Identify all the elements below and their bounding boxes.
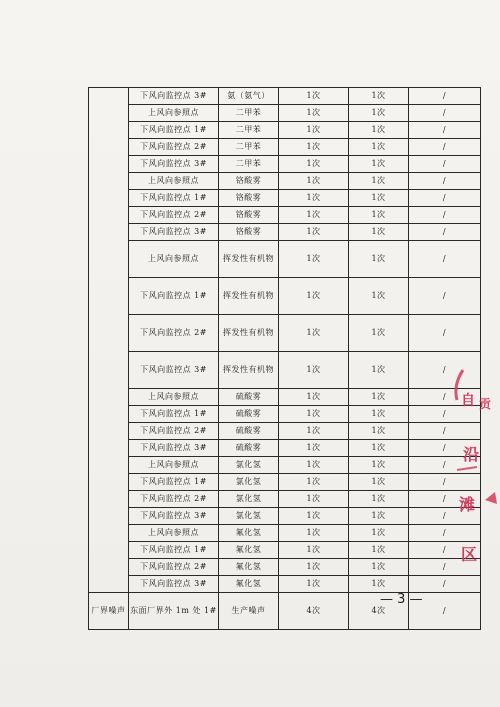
monitoring-item-cell: 氯化氢 (219, 508, 279, 525)
remark-cell: / (409, 190, 481, 207)
remark-cell: / (409, 241, 481, 278)
self-frequency-cell: 1次 (279, 491, 349, 508)
noise-point-cell: 东面厂界外 1m 处 1# (129, 593, 219, 630)
monitoring-point-cell: 下风向监控点 3# (129, 576, 219, 593)
remark-cell: / (409, 423, 481, 440)
self-frequency-cell: 1次 (279, 139, 349, 156)
monitoring-item-cell: 二甲苯 (219, 105, 279, 122)
monitoring-item-cell: 铬酸雾 (219, 190, 279, 207)
supervision-frequency-cell: 1次 (349, 241, 409, 278)
self-frequency-cell: 1次 (279, 440, 349, 457)
remark-cell: / (409, 139, 481, 156)
monitoring-item-cell: 硫酸雾 (219, 440, 279, 457)
table-row (89, 542, 481, 559)
monitoring-item-cell: 二甲苯 (219, 139, 279, 156)
remark-cell: / (409, 352, 481, 389)
self-frequency-cell: 1次 (279, 352, 349, 389)
remark-cell: / (409, 122, 481, 139)
monitoring-item-cell: 铬酸雾 (219, 224, 279, 241)
supervision-frequency-cell: 1次 (349, 139, 409, 156)
svg-text:滩: 滩 (459, 495, 476, 514)
remark-cell: / (409, 224, 481, 241)
noise-supervision-frequency-cell: 4次 (349, 593, 409, 630)
page-number: — 3 — (380, 592, 423, 607)
monitoring-point-cell: 上风向参照点 (129, 173, 219, 190)
self-frequency-cell: 1次 (279, 105, 349, 122)
table-row (89, 491, 481, 508)
remark-cell: / (409, 542, 481, 559)
table-row (89, 576, 481, 593)
monitoring-point-cell: 上风向参照点 (129, 525, 219, 542)
remark-cell: / (409, 207, 481, 224)
supervision-frequency-cell: 1次 (349, 457, 409, 474)
table-row (89, 406, 481, 423)
svg-text:自: 自 (461, 393, 475, 409)
monitoring-point-cell: 下风向监控点 2# (129, 207, 219, 224)
self-frequency-cell: 1次 (279, 241, 349, 278)
table-row (89, 474, 481, 491)
table-row (89, 241, 481, 278)
monitoring-item-cell: 挥发性有机物 (219, 241, 279, 278)
monitoring-point-cell: 下风向监控点 1# (129, 278, 219, 315)
self-frequency-cell: 1次 (279, 406, 349, 423)
remark-cell: / (409, 278, 481, 315)
self-frequency-cell: 1次 (279, 315, 349, 352)
supervision-frequency-cell: 1次 (349, 173, 409, 190)
monitoring-item-cell: 挥发性有机物 (219, 278, 279, 315)
remark-cell: / (409, 315, 481, 352)
table-row (89, 525, 481, 542)
self-frequency-cell: 1次 (279, 423, 349, 440)
monitoring-point-cell: 下风向监控点 3# (129, 156, 219, 173)
monitoring-item-cell: 铬酸雾 (219, 207, 279, 224)
self-frequency-cell: 1次 (279, 224, 349, 241)
monitoring-item-cell: 氯化氢 (219, 474, 279, 491)
monitoring-item-cell: 氟化氢 (219, 525, 279, 542)
monitoring-item-cell: 挥发性有机物 (219, 352, 279, 389)
self-frequency-cell: 1次 (279, 156, 349, 173)
monitoring-point-cell: 下风向监控点 3# (129, 440, 219, 457)
remark-cell: / (409, 173, 481, 190)
monitoring-point-cell: 上风向参照点 (129, 457, 219, 474)
monitoring-point-cell: 下风向监控点 2# (129, 559, 219, 576)
monitoring-item-cell: 二甲苯 (219, 122, 279, 139)
svg-text:贡: 贡 (479, 397, 492, 411)
monitoring-item-cell: 氟化氢 (219, 576, 279, 593)
remark-cell: / (409, 156, 481, 173)
self-frequency-cell: 1次 (279, 207, 349, 224)
supervision-frequency-cell: 1次 (349, 224, 409, 241)
monitoring-item-cell: 氯化氢 (219, 491, 279, 508)
table-row (89, 207, 481, 224)
monitoring-item-cell: 硫酸雾 (219, 406, 279, 423)
table-row (89, 88, 481, 105)
table-row (89, 559, 481, 576)
self-frequency-cell: 1次 (279, 173, 349, 190)
monitoring-point-cell: 下风向监控点 2# (129, 491, 219, 508)
supervision-frequency-cell: 1次 (349, 559, 409, 576)
supervision-frequency-cell: 1次 (349, 389, 409, 406)
monitoring-point-cell: 下风向监控点 1# (129, 406, 219, 423)
remark-cell: / (409, 457, 481, 474)
supervision-frequency-cell: 1次 (349, 156, 409, 173)
table-row (89, 440, 481, 457)
monitoring-table-body (89, 88, 481, 630)
table-row (89, 122, 481, 139)
table-row (89, 278, 481, 315)
monitoring-item-cell: 氨（氨气） (219, 88, 279, 105)
self-frequency-cell: 1次 (279, 278, 349, 315)
self-frequency-cell: 1次 (279, 525, 349, 542)
supervision-frequency-cell: 1次 (349, 576, 409, 593)
monitoring-item-cell: 硫酸雾 (219, 423, 279, 440)
self-frequency-cell: 1次 (279, 542, 349, 559)
table-row (89, 173, 481, 190)
monitoring-point-cell: 下风向监控点 3# (129, 352, 219, 389)
svg-text:沿: 沿 (463, 445, 480, 464)
supervision-frequency-cell: 1次 (349, 406, 409, 423)
self-frequency-cell: 1次 (279, 389, 349, 406)
noise-item-cell: 生产噪声 (219, 593, 279, 630)
monitoring-point-cell: 下风向监控点 2# (129, 139, 219, 156)
remark-cell: / (409, 491, 481, 508)
supervision-frequency-cell: 1次 (349, 542, 409, 559)
monitoring-item-cell: 铬酸雾 (219, 173, 279, 190)
supervision-frequency-cell: 1次 (349, 352, 409, 389)
table-row (89, 457, 481, 474)
monitoring-point-cell: 下风向监控点 1# (129, 474, 219, 491)
table-row (89, 139, 481, 156)
supervision-frequency-cell: 1次 (349, 440, 409, 457)
monitoring-item-cell: 氟化氢 (219, 542, 279, 559)
supervision-frequency-cell: 1次 (349, 491, 409, 508)
table-row (89, 423, 481, 440)
remark-cell: / (409, 88, 481, 105)
remark-cell: / (409, 559, 481, 576)
svg-text:区: 区 (461, 545, 478, 564)
monitoring-item-cell: 氯化氢 (219, 457, 279, 474)
monitoring-point-cell: 下风向监控点 2# (129, 423, 219, 440)
table-row (89, 190, 481, 207)
monitoring-item-cell: 二甲苯 (219, 156, 279, 173)
self-frequency-cell: 1次 (279, 576, 349, 593)
table-row (89, 389, 481, 406)
self-frequency-cell: 1次 (279, 508, 349, 525)
self-frequency-cell: 1次 (279, 88, 349, 105)
supervision-frequency-cell: 1次 (349, 122, 409, 139)
monitoring-point-cell: 上风向参照点 (129, 389, 219, 406)
monitoring-item-cell: 硫酸雾 (219, 389, 279, 406)
noise-category-cell: 厂界噪声 (89, 593, 129, 630)
remark-cell: / (409, 508, 481, 525)
supervision-frequency-cell: 1次 (349, 423, 409, 440)
monitoring-point-cell: 下风向监控点 1# (129, 190, 219, 207)
monitoring-point-cell: 下风向监控点 2# (129, 315, 219, 352)
supervision-frequency-cell: 1次 (349, 508, 409, 525)
table-row (89, 156, 481, 173)
remark-cell: / (409, 440, 481, 457)
category-cell (89, 88, 129, 593)
monitoring-point-cell: 下风向监控点 3# (129, 224, 219, 241)
self-frequency-cell: 1次 (279, 122, 349, 139)
table-row (89, 315, 481, 352)
remark-cell: / (409, 389, 481, 406)
remark-cell: / (409, 525, 481, 542)
official-stamp (445, 360, 500, 590)
supervision-frequency-cell: 1次 (349, 525, 409, 542)
self-frequency-cell: 1次 (279, 457, 349, 474)
monitoring-point-cell: 下风向监控点 1# (129, 542, 219, 559)
monitoring-point-cell: 下风向监控点 3# (129, 88, 219, 105)
supervision-frequency-cell: 1次 (349, 207, 409, 224)
monitoring-point-cell: 上风向参照点 (129, 241, 219, 278)
table-row (89, 508, 481, 525)
monitoring-item-cell: 氟化氢 (219, 559, 279, 576)
supervision-frequency-cell: 1次 (349, 190, 409, 207)
supervision-frequency-cell: 1次 (349, 315, 409, 352)
monitoring-item-cell: 挥发性有机物 (219, 315, 279, 352)
supervision-frequency-cell: 1次 (349, 474, 409, 491)
remark-cell: / (409, 105, 481, 122)
table-row (89, 224, 481, 241)
noise-self-frequency-cell: 4次 (279, 593, 349, 630)
monitoring-point-cell: 下风向监控点 1# (129, 122, 219, 139)
self-frequency-cell: 1次 (279, 190, 349, 207)
self-frequency-cell: 1次 (279, 474, 349, 491)
self-frequency-cell: 1次 (279, 559, 349, 576)
noise-remark-cell: / (409, 593, 481, 630)
supervision-frequency-cell: 1次 (349, 105, 409, 122)
monitoring-point-cell: 上风向参照点 (129, 105, 219, 122)
table-row (89, 105, 481, 122)
remark-cell: / (409, 576, 481, 593)
remark-cell: / (409, 474, 481, 491)
supervision-frequency-cell: 1次 (349, 278, 409, 315)
monitoring-table (88, 87, 481, 630)
remark-cell: / (409, 406, 481, 423)
monitoring-point-cell: 下风向监控点 3# (129, 508, 219, 525)
table-row (89, 352, 481, 389)
supervision-frequency-cell: 1次 (349, 88, 409, 105)
